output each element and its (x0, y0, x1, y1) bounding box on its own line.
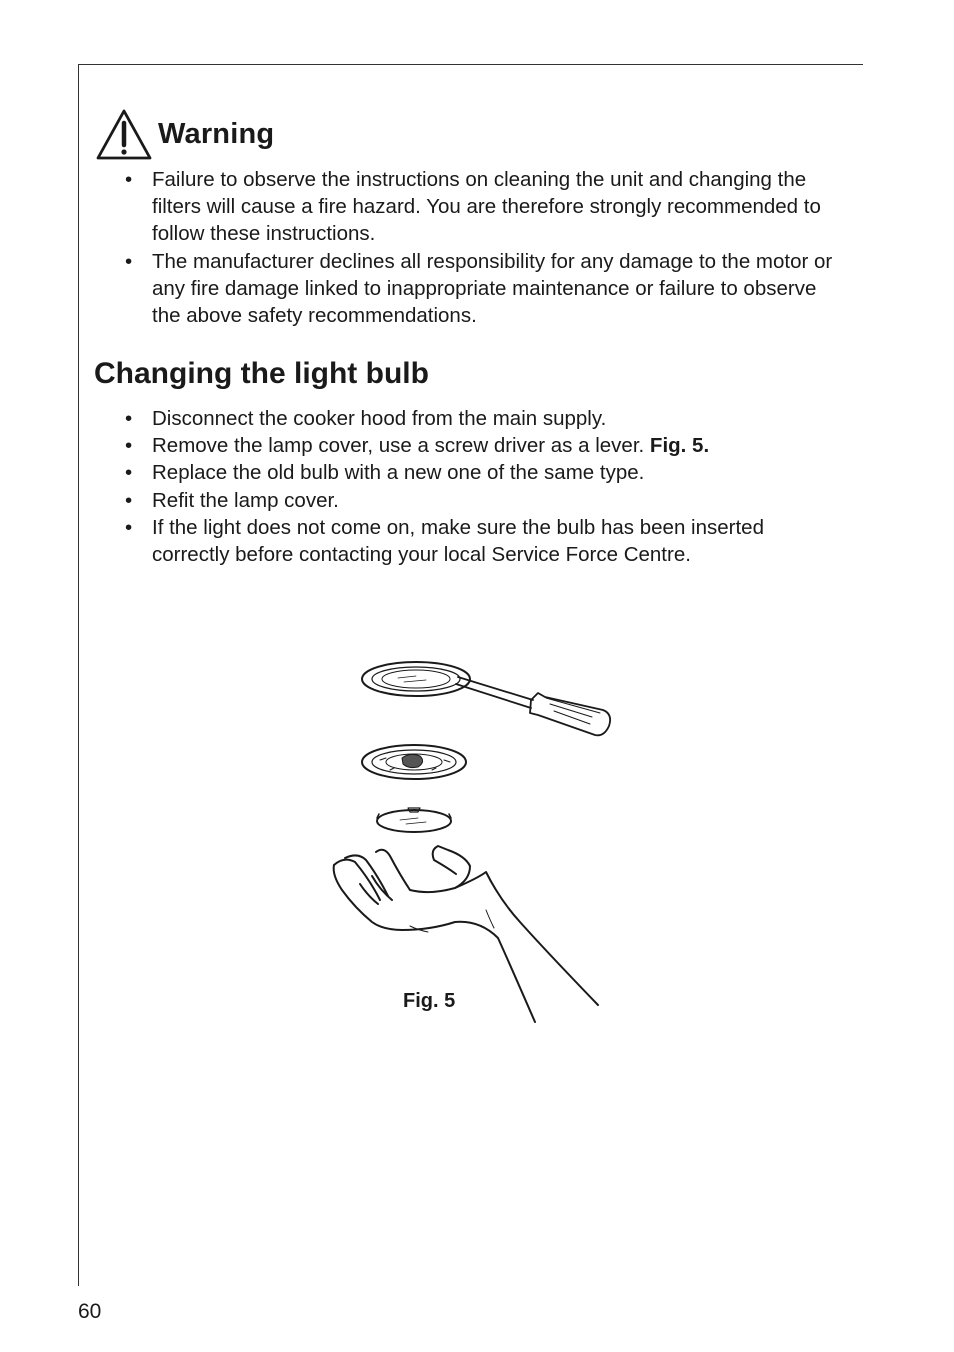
list-item-text: Remove the lamp cover, use a screw driver as a lever. (152, 434, 645, 458)
page-frame-top-rule (78, 64, 863, 65)
list-item (121, 514, 841, 568)
warning-list (121, 166, 833, 329)
section-title: Changing the light bulb (94, 357, 429, 390)
list-item (121, 405, 841, 432)
figure-reference: Fig. 5. (649, 434, 710, 458)
figure-caption: Fig. 5 (403, 990, 456, 1012)
list-item-text: Disconnect the cooker hood from the main supply. (152, 407, 607, 430)
page-frame-left-rule (78, 64, 79, 1286)
warning-title: Warning (158, 117, 275, 150)
lamp-cover-with-screwdriver (362, 662, 610, 735)
warning-triangle-icon (95, 108, 153, 162)
list-item-text: Replace the old bulb with a new one of the same type. (152, 461, 645, 485)
list-item (121, 459, 841, 486)
page-number: 60 (78, 1300, 102, 1323)
list-item: • The manufacturer declines all responsibility for any damage to the motor or any fire damage linked to inappropriate maintenance or failure to observe the above safety recommendations. (121, 248, 833, 330)
list-item (121, 487, 841, 514)
lamp-replacement-illustration (320, 640, 630, 1030)
hand (334, 846, 598, 1022)
instruction-list (121, 405, 841, 568)
list-item: • Failure to observe the instructions on cleaning the unit and changing the filters will cause a fire hazard. You are therefore strongly recommended to follow these instructions. (121, 166, 833, 248)
list-item-text: Refit the lamp cover. (152, 488, 339, 512)
new-bulb (377, 808, 451, 832)
list-item (121, 432, 841, 459)
warning-heading (95, 108, 274, 162)
lamp-holder-with-bulb (362, 745, 466, 779)
list-item-text: If the light does not come on, make sure the bulb has been inserted correctly before contacting your local Service Force Centre. (152, 515, 764, 567)
